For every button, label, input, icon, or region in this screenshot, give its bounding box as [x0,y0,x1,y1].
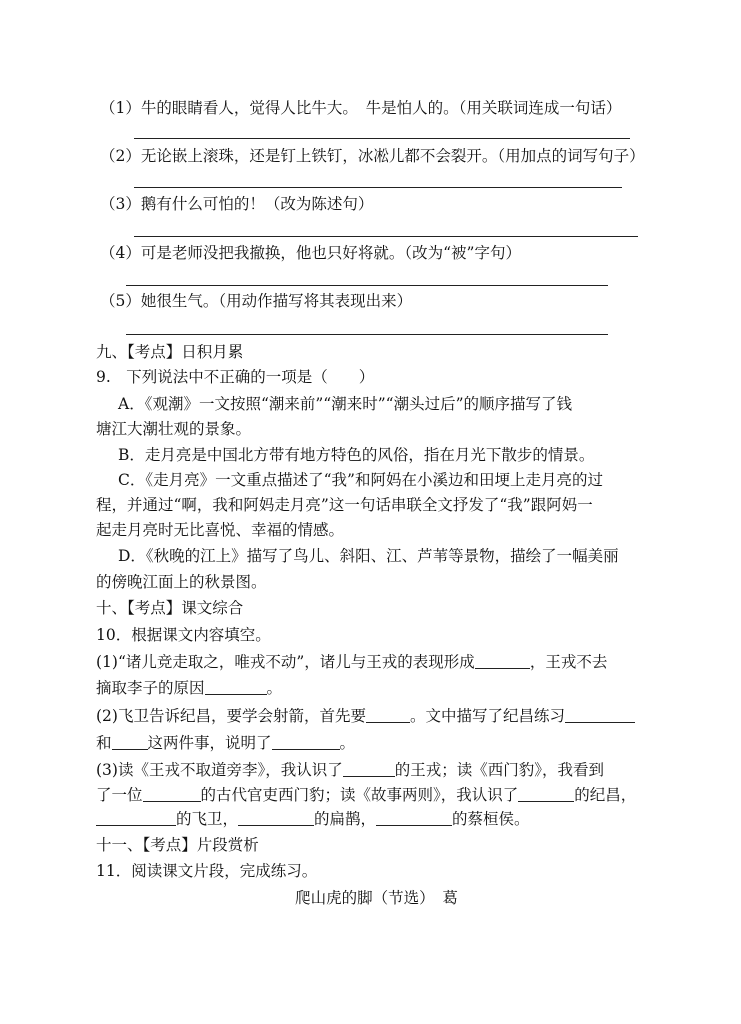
fill-blank[interactable] [366,706,410,723]
question-11: 11．阅读课文片段，完成练习。 [96,862,318,880]
rewrite-item-2: （2）无论嵌上滚珠，还是钉上铁钉，冰凇儿都不会裂开。（用加点的词写句子） [100,147,645,165]
fill-line-3 [96,705,635,727]
fill-text: 。文中描写了纪昌练习 [409,707,565,725]
fill-line-2 [96,677,282,699]
answer-line-3[interactable] [134,236,638,237]
fill-line-6 [96,784,636,806]
fill-text: 了一位 [96,786,143,804]
fill-blank[interactable] [96,809,176,826]
question-9: 9. 下列说法中不正确的一项是（ ） [96,368,375,386]
rewrite-item-3: （3）鹅有什么可怕的！（改为陈述句） [100,195,374,213]
fill-blank[interactable] [205,678,267,695]
fill-blank[interactable] [343,760,395,777]
answer-line-5[interactable] [126,334,608,335]
fill-line-4 [96,732,355,754]
fill-text: 的王戎；读《西门豹》，我看到 [394,761,604,779]
fill-blank[interactable] [112,733,148,750]
fill-text: (3)读《王戎不取道旁李》，我认识了 [96,761,343,779]
passage-title: 爬山虎的脚（节选） 葛 [295,889,458,907]
fill-text: 和 [96,734,112,752]
answer-line-4[interactable] [126,285,608,286]
fill-text: 的扁鹊， [314,810,377,828]
fill-line-5 [96,759,604,781]
answer-line-1[interactable] [134,138,630,139]
question-10: 10．根据课文内容填空。 [96,626,271,644]
fill-blank[interactable] [565,706,635,723]
section-11-header: 十一、【考点】片段赏析 [96,836,259,854]
fill-blank[interactable] [376,809,452,826]
option-b: B．走月亮是中国北方带有地方特色的风俗，指在月光下散步的情景。 [118,446,595,464]
option-c-line-1: C．《走月亮》一文重点描述了“我”和阿妈在小溪边和田埂上走月亮的过 [118,471,603,489]
option-a-line-2: 塘江大潮壮观的景象。 [96,420,252,438]
fill-text: 的蔡桓侯。 [452,810,530,828]
fill-blank[interactable] [272,733,340,750]
fill-text: 这两件事，说明了 [147,734,272,752]
fill-line-7 [96,808,530,830]
section-10-header: 十、【考点】课文综合 [96,599,244,617]
fill-text: 摘取李子的原因 [96,679,205,697]
rewrite-item-4: （4）可是老师没把我撤换，他也只好将就。（改为“被”字句） [100,244,521,262]
option-c-line-3: 起走月亮时无比喜悦、幸福的情感。 [96,521,345,539]
answer-line-2[interactable] [134,187,622,188]
fill-blank[interactable] [143,785,201,802]
fill-text: 。 [266,679,283,697]
option-d-line-1: D．《秋晚的江上》描写了鸟儿、斜阳、江、芦苇等景物，描绘了一幅美丽 [118,547,619,565]
fill-text: ，王戎不去 [529,653,608,671]
fill-text: 的飞卫， [176,810,239,828]
fill-blank[interactable] [475,652,530,669]
fill-text: 。 [339,734,356,752]
fill-text: (2)飞卫告诉纪昌，要学会射箭，首先要 [96,707,366,725]
fill-text: 的古代官吏西门豹；读《故事两则》，我认识了 [200,786,519,804]
fill-blank[interactable] [518,785,574,802]
fill-blank[interactable] [238,809,314,826]
section-9-header: 九、【考点】日积月累 [96,343,244,361]
fill-text: (1)“诸儿竞走取之，唯戎不动”，诸儿与王戎的表现形成 [96,653,475,671]
option-a-line-1: A．《观潮》一文按照“潮来前”“潮来时”“潮头过后”的顺序描写了钱 [118,395,572,413]
option-d-line-2: 的傍晚江面上的秋景图。 [96,573,267,591]
fill-text: 的纪昌， [574,786,637,804]
fill-line-1 [96,651,607,673]
rewrite-item-1: （1）牛的眼睛看人，觉得人比牛大。 牛是怕人的。（用关联词连成一句话） [100,99,622,117]
option-c-line-2: 程，并通过“啊，我和阿妈走月亮”这一句话串联全文抒发了“我”跟阿妈一 [96,496,593,514]
rewrite-item-5: （5）她很生气。（用动作描写将其表现出来） [100,292,413,310]
